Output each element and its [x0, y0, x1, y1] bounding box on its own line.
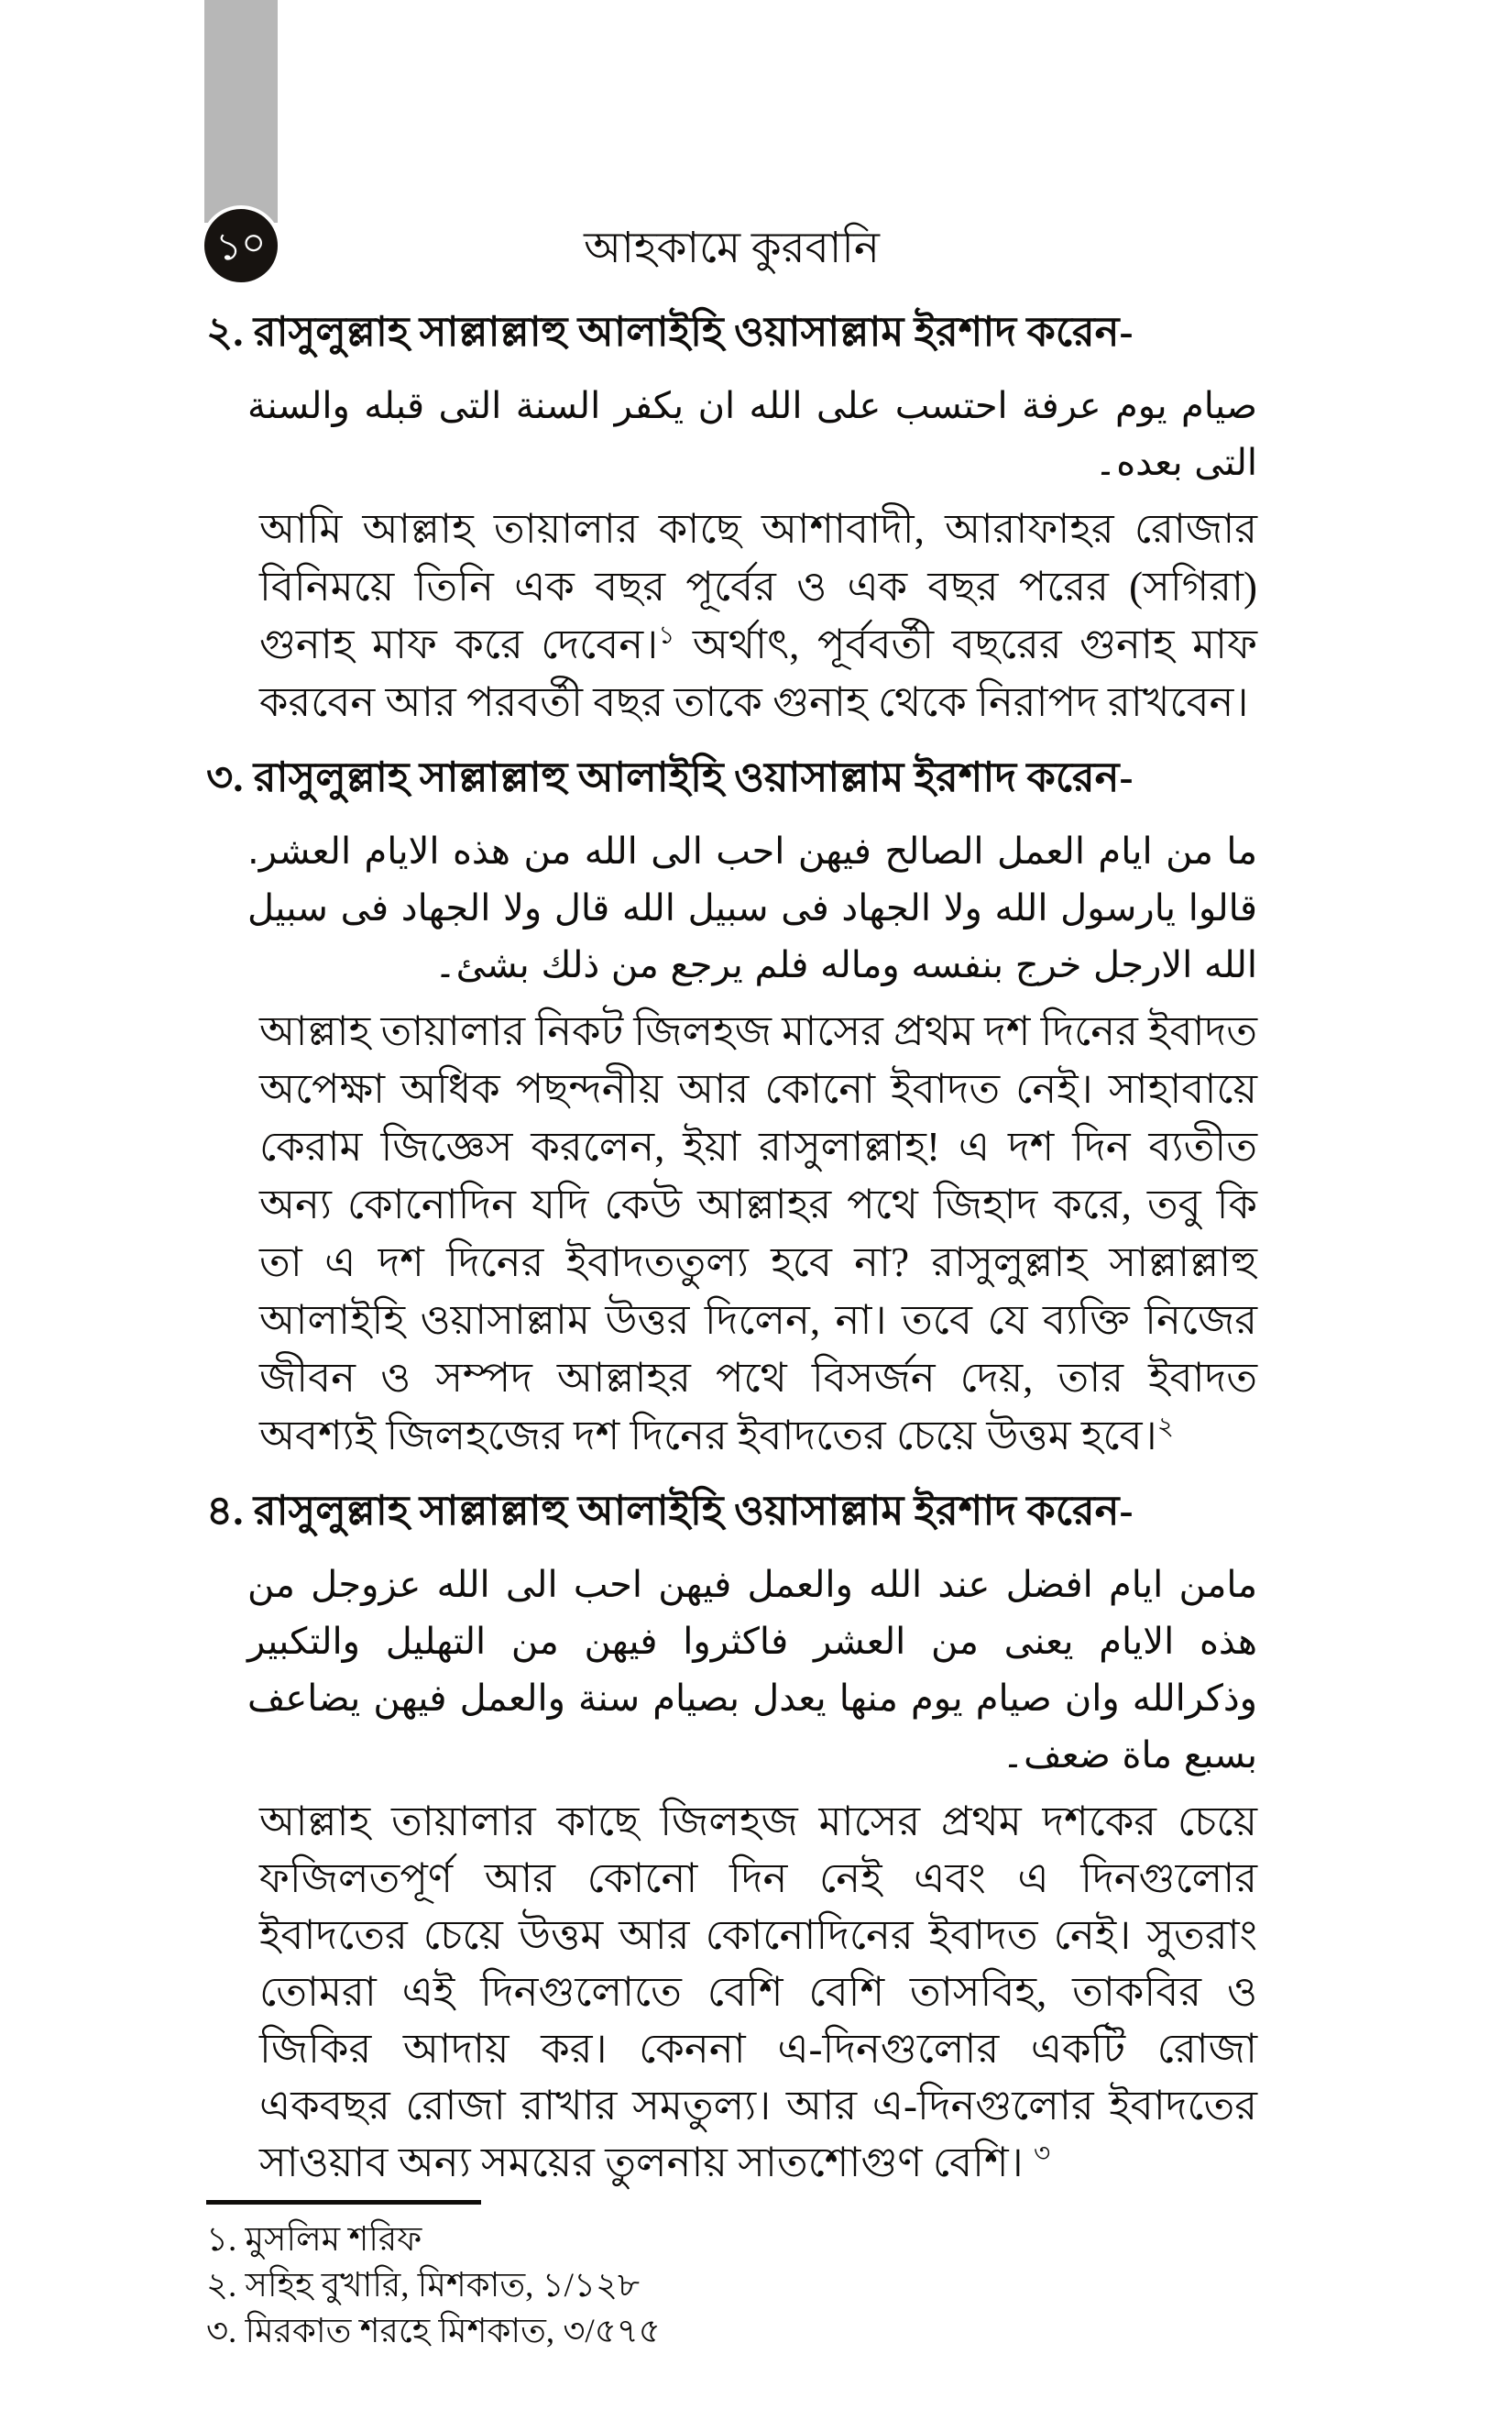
translation-body-continued: অর্থাৎ, পূর্ববর্তী বছরের গুনাহ মাফ করবেন আর পরবর্তী বছর তাকে গুনাহ থেকে নিরাপদ রাখবেন। — [259, 622, 1257, 725]
page-content — [206, 286, 1257, 2355]
hadith-section-3 — [206, 750, 1257, 1465]
footnote-ref-superscript: ৩ — [1033, 2140, 1051, 2168]
hadith-section-2 — [206, 304, 1257, 732]
translation-body: আল্লাহ তায়ালার কাছে জিলহজ মাসের প্রথম দশকের চেয়ে ফজিলতপূর্ণ আর কোনো দিন নেই এবং এ দিনগুলোর ইবাদতের চেয়ে উত্তম আর কোনোদিনের ইবাদত নেই। সুতরাং তোমরা এই দিনগুলোতে বেশি বেশি তাসবিহ, তাকবির ও জিকির আদায় কর। কেননা এ-দিনগুলোর একটি রোজা একবছর রোজা রাখার সমতুল্য। আর এ-দিনগুলোর ইবাদতের সাওয়াব অন্য সময়ের তুলনায় সাতশোগুণ বেশি। — [259, 1798, 1257, 2185]
footnotes — [206, 2217, 1257, 2355]
footnote-divider — [206, 2200, 481, 2205]
margin-bar — [204, 0, 278, 223]
page-title: আহকামে কুরবানি — [584, 225, 880, 272]
footnote-1: ১. মুসলিম শরিফ — [206, 2221, 422, 2259]
arabic-quotation: ما من ايام العمل الصالح فيهن احب الى الله من هذه الايام العشر. قالوا يارسول الله ولا الجهاد فى سبيل الله قال ولا الجهاد فى سبيل الله الارجل خرج بنفسه وماله فلم يرجع من ذلك بشئ۔ — [247, 830, 1257, 986]
translation-paragraph — [259, 500, 1257, 732]
footnote-2: ২. সহিহ বুখারি, মিশকাত, ১/১২৮ — [206, 2267, 641, 2304]
translation-paragraph — [259, 1003, 1257, 1465]
hadith-heading: ২. রাসুলুল্লাহ সাল্লাল্লাহু আলাইহি ওয়াসাল্লাম ইরশাদ করেন- — [206, 309, 1134, 355]
footnote-ref-superscript: ২ — [1156, 1413, 1174, 1441]
footnote-3: ৩. মিরকাত শরহে মিশকাত, ৩/৫৭৫ — [206, 2313, 661, 2350]
hadith-heading: ৩. রাসুলুল্লাহ সাল্লাল্লাহু আলাইহি ওয়াসাল্লাম ইরশাদ করেন- — [206, 754, 1134, 800]
translation-body: আমি আল্লাহ তায়ালার কাছে আশাবাদী, আরাফাহর রোজার বিনিময়ে তিনি এক বছর পূর্বের ও এক বছর পরের (সগিরা) গুনাহ মাফ করে দেবেন। — [259, 506, 1257, 667]
footnote-ref-superscript: ১ — [658, 622, 675, 650]
page-number: ১০ — [213, 221, 269, 270]
translation-paragraph — [259, 1793, 1257, 2191]
translation-body: আল্লাহ তায়ালার নিকট জিলহজ মাসের প্রথম দশ দিনের ইবাদত অপেক্ষা অধিক পছন্দনীয় আর কোনো ইবাদত নেই। সাহাবায়ে কেরাম জিজ্ঞেস করলেন, ইয়া রাসুলাল্লাহ! এ দশ দিন ব্যতীত অন্য কোনোদিন যদি কেউ আল্লাহর পথে জিহাদ করে, তবু কি তা এ দশ দিনের ইবাদততুল্য হবে না? রাসুলুল্লাহ সাল্লাল্লাহু আলাইহি ওয়াসাল্লাম উত্তর দিলেন, না। তবে যে ব্যক্তি নিজের জীবন ও সম্পদ আল্লাহর পথে বিসর্জন দেয়, তার ইবাদত অবশ্যই জিলহজের দশ দিনের ইবাদতের চেয়ে উত্তম হবে। — [259, 1008, 1257, 1458]
arabic-quotation: صيام يوم عرفة احتسب على الله ان يكفر السنة التى قبله والسنة التى بعده۔ — [247, 385, 1257, 484]
hadith-heading: ৪. রাসুলুল্লাহ সাল্লাল্লাহু আলাইহি ওয়াসাল্লাম ইরশাদ করেন- — [206, 1488, 1134, 1534]
arabic-quotation: مامن ايام افضل عند الله والعمل فيهن احب الى الله عزوجل من هذه الايام يعنى من العشر فاكثروا فيهن من التهليل والتكبير وذكرالله وان صيام يوم منها يعدل بصيام سنة والعمل فيهن يضاعف بسبع ماة ضعف۔ — [247, 1564, 1257, 1776]
hadith-section-4 — [206, 1483, 1257, 2191]
